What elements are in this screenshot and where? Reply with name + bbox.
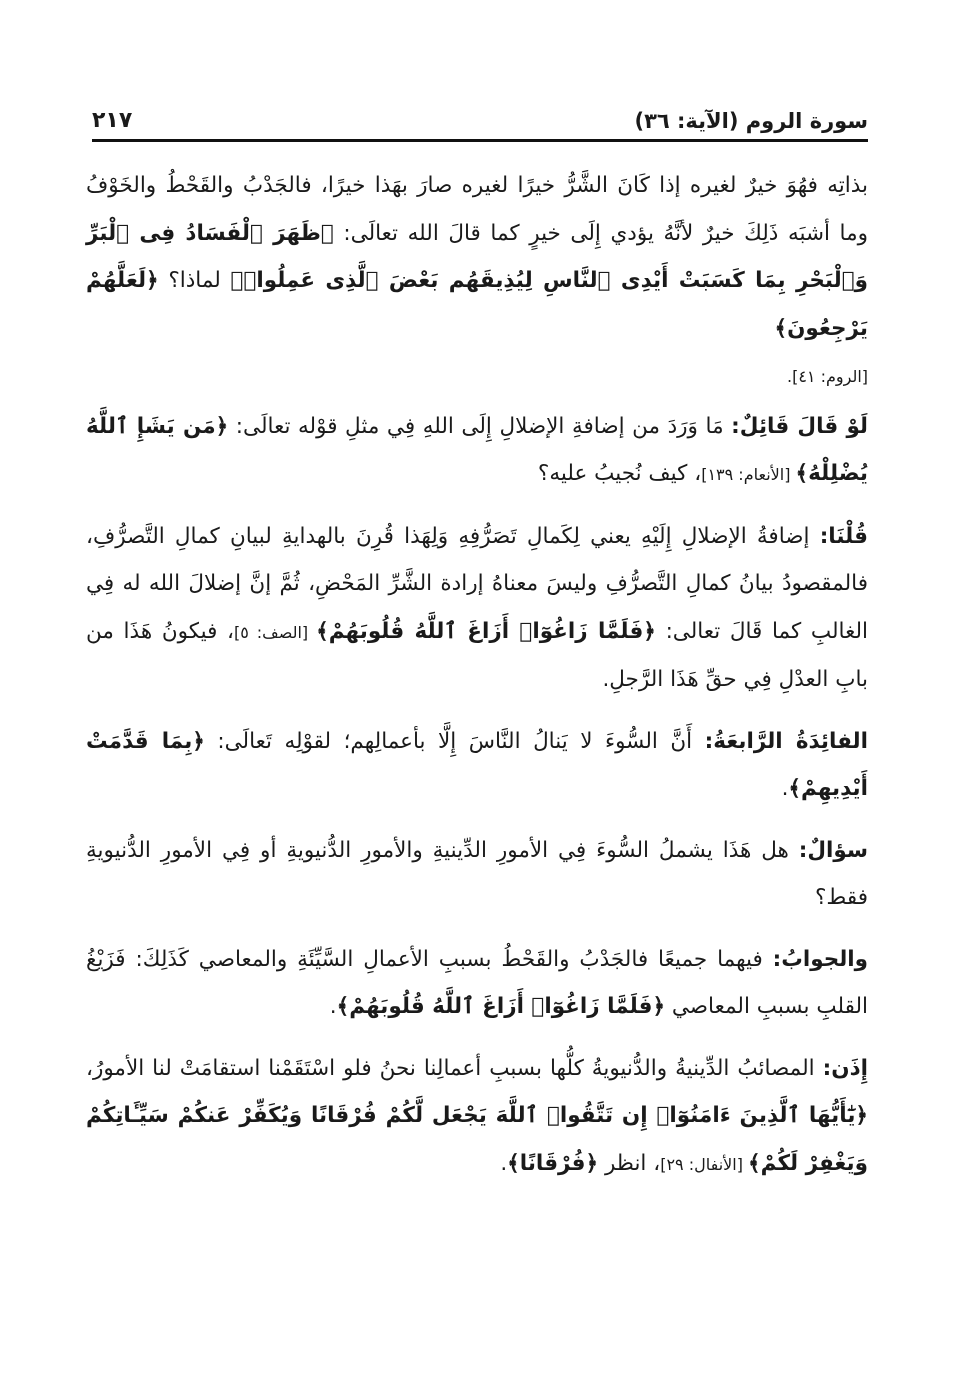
lead-term: لَوْ قَالَ قَائِلٌ: [731, 413, 868, 439]
quran-verse: ﴿يَٰٓأَيُّهَا ٱلَّذِينَ ءَامَنُوٓا۟ إِن تَتَّقُوا۟ ٱللَّهَ يَجْعَل لَّكُمْ فُرْقَانًا وَيُكَفِّرْ عَنكُمْ سَيِّـَٔاتِكُمْ وَيَغْفِرْ لَكُمْ﴾ [86, 1103, 868, 1176]
paragraph-5 [86, 827, 868, 922]
text: . [500, 1150, 508, 1176]
quran-verse: ﴿مَن يَشَإِ ٱللَّهُ يُضْلِلْهُ﴾ [86, 413, 868, 486]
text: . [781, 776, 789, 801]
paragraph-2 [86, 403, 868, 499]
verse-reference: [الروم: ٤١]. [786, 367, 868, 386]
verse-reference: [الأنعام: ١٣٩] [701, 465, 796, 484]
paragraph-6 [86, 936, 868, 1031]
page-header [92, 96, 868, 142]
paragraph-7 [86, 1045, 868, 1189]
text: أَنَّ السُّوءَ لا يَنالُ النَّاسَ إِلَّا بأعمالِهم؛ لقوْلِه تَعالَى: [204, 728, 705, 754]
verse-reference: [الصف: ٥] [234, 622, 317, 642]
paragraph-4 [86, 718, 868, 813]
text: ، فيكونُ هَذَا من بابِ العدْلِ فِي حقِّ هَذَا الرَّجلِ. [86, 618, 868, 692]
paragraph-3 [86, 513, 868, 704]
lead-term: قُلْنَا: [819, 523, 868, 549]
lead-term: والجوابُ: [772, 946, 868, 972]
text: هل هَذَا يشملُ السُّوءَ فِي الأمورِ الدِّينيةِ والأمورِ الدُّنيويةِ أو فِي الأمورِ الدُّنيويةِ فقط؟ [86, 837, 868, 910]
text: مَا وَرَدَ من إضافةِ الإضلالِ إِلَى اللهِ فِي مثلِ قوْله تعالَى: [228, 413, 732, 439]
quran-verse: ﴿بِمَا قَدَّمَتْ أَيْدِيهِمْ﴾ [86, 728, 868, 801]
text: ، كيف نُجيبُ عليه؟ [537, 461, 702, 486]
lead-term: إِذَن: [822, 1055, 868, 1081]
page-body [86, 162, 868, 1202]
quran-verse: ﴿فُرْقَانًا﴾ [507, 1150, 599, 1176]
text: المصائبُ الدِّينيةُ والدُّنيويةُ كلُّها بسببِ أعمالِنا نحنُ فلو اسْتَقَمْنا استقامَتْ لنا الأمورُ، [86, 1055, 823, 1081]
lead-term: سؤالٌ: [798, 837, 868, 863]
quran-verse: ﴿فَلَمَّا زَاغُوٓا۟ أَزَاغَ ٱللَّهُ قُلُوبَهُمْ﴾ [336, 994, 666, 1019]
quran-verse: ﴿لَعَلَّهُمْ يَرْجِعُونَ﴾ [86, 268, 868, 341]
lead-term: الفائِدَةُ الرَّابعَةُ: [704, 728, 868, 754]
text: إضافةُ الإضلالِ إِلَيْهِ يعني لِكَمالِ تَصَرُّفِهِ وَلِهَذا قُرِنَ بالهدايةِ لبيانِ كمالِ التَّصرُّفِ، فالمقصودُ بيانُ كمالِ التَّصرُّفِ وليسَ معناهُ إرادة الشَّرِّ المَحْضِ، ثُمَّ إنَّ إضلالَ الله له فِي الغالبِ كما قَالَ تعالى: [86, 523, 868, 644]
running-title: سورة الروم (الآية: ٣٦) [634, 109, 868, 133]
quran-verse: ﴿ظَهَرَ ٱلْفَسَادُ فِى ٱلْبَرِّ وَٱلْبَحْرِ بِمَا كَسَبَتْ أَيْدِى ٱلنَّاسِ لِيُذِيقَهُم بَعْضَ ٱلَّذِى عَمِلُوا۟﴾ [86, 220, 868, 293]
text: بذاتِه فهُوَ خيرٌ لغيره إذا كَانَ الشَّرُّ خيرًا لغيره صارَ بهَذا خيرًا، فالجَدْبُ والقَحْطُ والخَوْفُ وما أشبَه ذَلِكَ خيرٌ لأنَّهُ يؤدي إِلَى خيرٍ كما قالَ الله تعالَى: [86, 173, 868, 246]
verse-reference: [الأنفال: ٢٩] [660, 1154, 749, 1174]
quran-verse: ﴿فَلَمَّا زَاغُوٓا۟ أَزَاغَ ٱللَّهُ قُلُوبَهُمْ﴾ [316, 618, 656, 644]
text: لماذا؟ [158, 268, 231, 293]
text: فيهما جميعًا فالجَدْبُ والقَحْطُ بسببِ الأعمالِ السَّيِّئَةِ والمعاصي كَذَلِكَ: فَزَيْغُ القلبِ بسببِ المعاصي [86, 946, 868, 1019]
page-number: ٢١٧ [92, 108, 133, 133]
paragraph-1 [86, 162, 868, 401]
text: ، انظر [598, 1150, 661, 1176]
text: . [329, 994, 337, 1019]
